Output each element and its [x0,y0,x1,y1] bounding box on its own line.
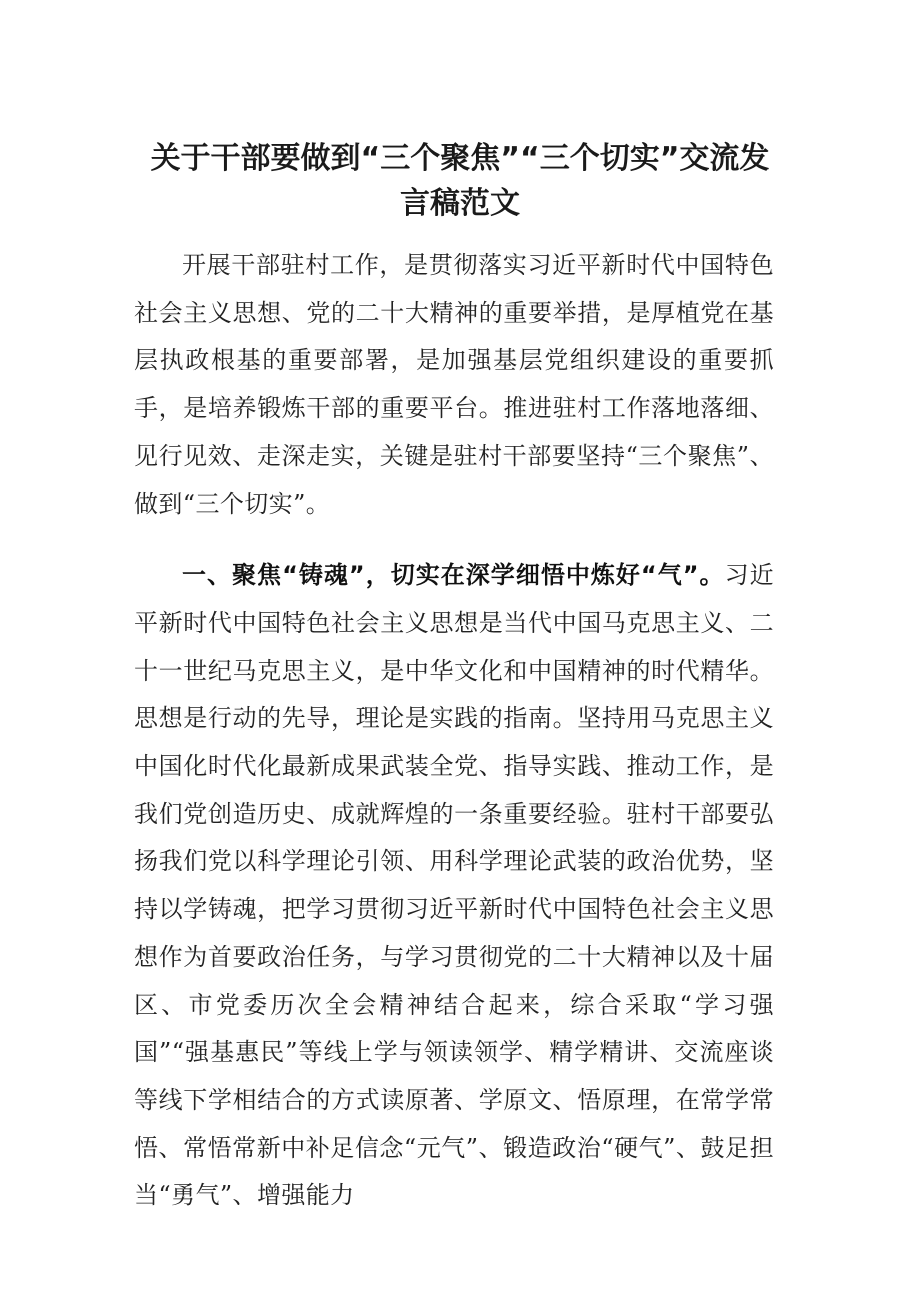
section-one-paragraph [134,552,774,1220]
title-line-1: 关于干部要做到“三个聚焦”“三个切实”交流发 [150,141,770,176]
document-title [120,136,800,226]
title-line-2: 言稿范文 [400,186,520,221]
section-one-heading: 一、聚焦“铸魂”，切实在深学细悟中炼好“气”。 [182,561,725,590]
intro-paragraph: 开展干部驻村工作，是贯彻落实习近平新时代中国特色社会主义思想、党的二十大精神的重要举措，是厚植党在基层执政根基的重要部署，是加强基层党组织建设的重要抓手，是培养锻炼干部的重要平台。推进驻村工作落地落细、见行见效、走深走实，关键是驻村干部要坚持“三个聚焦”、做到“三个切实”。 [134,251,774,518]
section-one-text: 习近平新时代中国特色社会主义思想是当代中国马克思主义、二十一世纪马克思主义，是中华文化和中国精神的时代精华。思想是行动的先导，理论是实践的指南。坚持用马克思主义中国化时代化最新成果武装全党、指导实践、推动工作，是我们党创造历史、成就辉煌的一条重要经验。驻村干部要弘扬我们党以科学理论引领、用科学理论武装的政治优势，坚持以学铸魂，把学习贯彻习近平新时代中国特色社会主义思想作为首要政治任务，与学习贯彻党的二十大精神以及十届区、市党委历次全会精神结合起来，综合采取“学习强国”“强基惠民”等线上学与领读领学、精学精讲、交流座谈等线下学相结合的方式读原著、学原文、悟原理，在常学常悟、常悟常新中补足信念“元气”、锻造政治“硬气”、鼓足担当“勇气”、增强能力 [134,561,774,1210]
document-body [134,242,774,1220]
